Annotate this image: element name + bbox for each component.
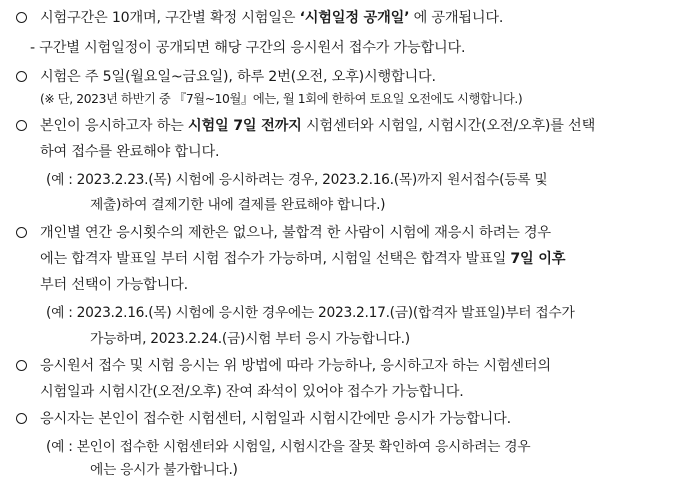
item-6-example-line-2: 에는 응시가 불가합니다.): [90, 462, 238, 478]
circle-bullet-icon: [16, 71, 27, 82]
item-4-line-3: 부터 선택이 가능합니다.: [40, 277, 188, 293]
item-4-example-line-1: (예 : 2023.2.16.(목) 시험에 응시한 경우에는 2023.2.17.(금)(합격자 발표일)부터 접수가: [46, 305, 575, 321]
item-2-line-1: 시험은 주 5일(월요일~금요일), 하루 2번(오전, 오후)시행합니다.: [40, 69, 436, 85]
item-4-text-pre: 에는 합격자 발표일 부터 시험 접수가 가능하며, 시험일 선택은 합격자 발표일: [40, 251, 511, 267]
item-2-note: (※ 단, 2023년 하반기 중 『7월~10월』에는, 월 1회에 한하여 토요일 오전에도 시행합니다.): [40, 92, 523, 106]
item-5-line-2: 시험일과 시험시간(오전/오후) 잔여 좌석이 있어야 접수가 가능합니다.: [40, 384, 464, 400]
item-4-line-2: [40, 249, 565, 269]
circle-bullet-icon: [16, 120, 27, 131]
item-3-line-1: [40, 116, 595, 136]
item-3-line-2: 하여 접수를 완료해야 합니다.: [40, 144, 220, 160]
item-4-text-bold: 7일 이후: [510, 251, 566, 267]
item-3-text-bold: 시험일 7일 전까지: [187, 118, 302, 134]
item-4-example-line-2: 가능하며, 2023.2.24.(금)시험 부터 응시 가능합니다.): [90, 331, 410, 347]
item-6-line-1: 응시자는 본인이 접수한 시험센터, 시험일과 시험시간에만 응시가 가능합니다.: [40, 411, 511, 427]
item-1-subnote: - 구간별 시험일정이 공개되면 해당 구간의 응시원서 접수가 가능합니다.: [30, 40, 466, 56]
circle-bullet-icon: [16, 360, 27, 371]
item-3-example-line-2: 제출)하여 결제기한 내에 결제를 완료해야 합니다.): [90, 197, 386, 213]
item-3-text-post: 시험센터와 시험일, 시험시간(오전/오후)를 선택: [301, 118, 596, 134]
item-5-line-1: 응시원서 접수 및 시험 응시는 위 방법에 따라 가능하나, 응시하고자 하는 시험센터의: [40, 358, 551, 374]
item-6-example-line-1: (예 : 본인이 접수한 시험센터와 시험일, 시험시간을 잘못 확인하여 응시하려는 경우: [46, 439, 531, 455]
circle-bullet-icon: [16, 413, 27, 424]
item-1-text-bold: ‘시험일정 공개일’: [299, 10, 410, 26]
item-1-text-pre: 시험구간은 10개며, 구간별 확정 시험일은: [40, 10, 300, 26]
item-4-line-1: 개인별 연간 응시횟수의 제한은 없으나, 불합격 한 사람이 시험에 재응시 하려는 경우: [40, 225, 551, 241]
item-1-text-post: 에 공개됩니다.: [409, 10, 504, 26]
circle-bullet-icon: [16, 227, 27, 238]
circle-bullet-icon: [16, 12, 27, 23]
item-3-example-line-1: (예 : 2023.2.23.(목) 시험에 응시하려는 경우, 2023.2.16.(목)까지 원서접수(등록 및: [46, 172, 548, 188]
item-3-text-pre: 본인이 응시하고자 하는: [40, 118, 188, 134]
item-1-line-1: [40, 8, 503, 28]
